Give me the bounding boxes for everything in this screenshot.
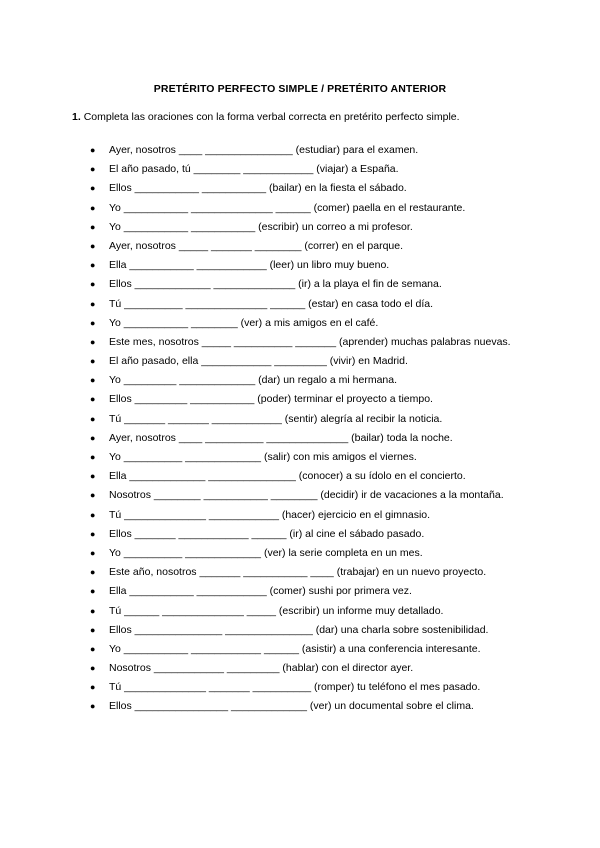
exercise-sentence: Yo __________ _____________ (salir) con mis amigos el viernes. [109,451,417,463]
bullet-icon: ● [90,394,96,405]
bullet-icon: ● [90,413,96,424]
exercise-sentence: Ayer, nosotros ____ _______________ (estudiar) para el examen. [109,144,419,156]
bullet-icon: ● [90,202,96,213]
bullet-icon: ● [90,356,96,367]
bullet-icon: ● [90,682,96,693]
exercise-sentence: Ayer, nosotros _____ _______ ________ (correr) en el parque. [109,239,404,252]
exercise-sentence: Ellos _______ ____________ ______ (ir) al cine el sábado pasado. [109,527,425,540]
exercise-sentence: Tú ______ ______________ _____ (escribir) un informe muy detallado. [109,604,444,617]
bullet-icon: ● [90,528,96,539]
worksheet-title: PRETÉRITO PERFECTO SIMPLE / PRETÉRITO ANTERIOR [153,83,447,95]
exercise-sentence: Ella _____________ _______________ (conocer) a su ídolo en el concierto. [109,470,466,483]
bullet-icon: ● [90,547,96,558]
exercise-sentence: Ellos ___________ ___________ (bailar) en la fiesta el sábado. [109,182,407,195]
bullet-icon: ● [90,240,96,251]
bullet-icon: ● [90,298,96,309]
bullet-icon: ● [90,317,96,328]
exercise-sentence: El año pasado, ella ____________ _________ (vivir) en Madrid. [109,355,408,368]
exercise-sentence: Yo ___________ ____________ ______ (asistir) a una conferencia interesante. [109,642,481,655]
exercise-sentence: Este año, nosotros _______ ___________ ____ (trabajar) en un nuevo proyecto. [109,566,487,579]
bullet-icon: ● [90,471,96,482]
bullet-icon: ● [90,586,96,597]
exercise-sentence: Ella ___________ ____________ (leer) un libro muy bueno. [109,259,390,272]
bullet-icon: ● [90,164,96,175]
exercise-sentence: Ayer, nosotros ____ __________ ______________ (bailar) toda la noche. [109,431,453,444]
exercise-sentence: Ellos ________________ _____________ (ver) un documental sobre el clima. [109,700,474,713]
exercise-sentence: Yo ___________ ___________ (escribir) un correo a mi profesor. [109,220,413,233]
exercise-sentence: Tú ______________ ____________ (hacer) ejercicio en el gimnasio. [109,508,431,521]
exercise-sentence: Yo _________ _____________ (dar) un regalo a mi hermana. [109,374,398,387]
bullet-icon: ● [90,701,96,712]
bullet-icon: ● [90,509,96,520]
exercise-sentence: Nosotros ____________ _________ (hablar) con el director ayer. [109,662,414,675]
bullet-icon: ● [90,452,96,462]
bullet-icon: ● [90,624,96,635]
bullet-icon: ● [90,432,96,443]
exercise-sentence: Tú ______________ _______ __________ (romper) tu teléfono el mes pasado. [109,681,481,694]
bullet-icon: ● [90,605,96,616]
exercise-instruction [72,111,460,123]
bullet-icon: ● [90,375,96,386]
bullet-icon: ● [90,643,96,654]
bullet-icon: ● [90,260,96,271]
bullet-icon: ● [90,567,96,578]
bullet-icon: ● [90,336,96,347]
exercise-sentence: Tú _______ _______ ____________ (sentir) alegría al recibir la noticia. [109,412,443,425]
bullet-icon: ● [90,490,96,501]
exercise-sentence: Ellos _____________ ______________ (ir) a la playa el fin de semana. [109,278,442,291]
exercise-sentence: El año pasado, tú ________ ____________ (viajar) a España. [109,163,399,176]
exercise-sentence: Tú __________ ______________ ______ (estar) en casa todo el día. [109,297,434,310]
exercise-sentence: Yo ___________ ______________ ______ (comer) paella en el restaurante. [109,201,466,214]
instruction-text: Completa las oraciones con la forma verbal correcta en pretérito perfecto simple. [83,111,460,123]
bullet-icon: ● [90,663,96,674]
exercise-sentence: Este mes, nosotros _____ __________ _______ (aprender) muchas palabras nuevas. [109,335,511,348]
exercise-sentence: Ellos _________ ___________ (poder) terminar el proyecto a tiempo. [109,393,433,406]
exercise-number: 1. [72,111,81,123]
exercise-sentence: Ellos _______________ _______________ (dar) una charla sobre sostenibilidad. [109,623,489,636]
bullet-icon: ● [90,183,96,194]
exercise-sentence: Yo ___________ ________ (ver) a mis amigos en el café. [109,316,379,329]
exercise-sentence: Nosotros ________ ___________ ________ (decidir) ir de vacaciones a la montaña. [109,489,504,502]
bullet-icon: ● [90,279,96,290]
exercise-sentence: Ella ___________ ____________ (comer) sushi por primera vez. [109,585,412,598]
bullet-icon: ● [90,221,96,232]
bullet-icon: ● [90,145,96,155]
exercise-sentence: Yo __________ _____________ (ver) la serie completa en un mes. [109,546,423,559]
